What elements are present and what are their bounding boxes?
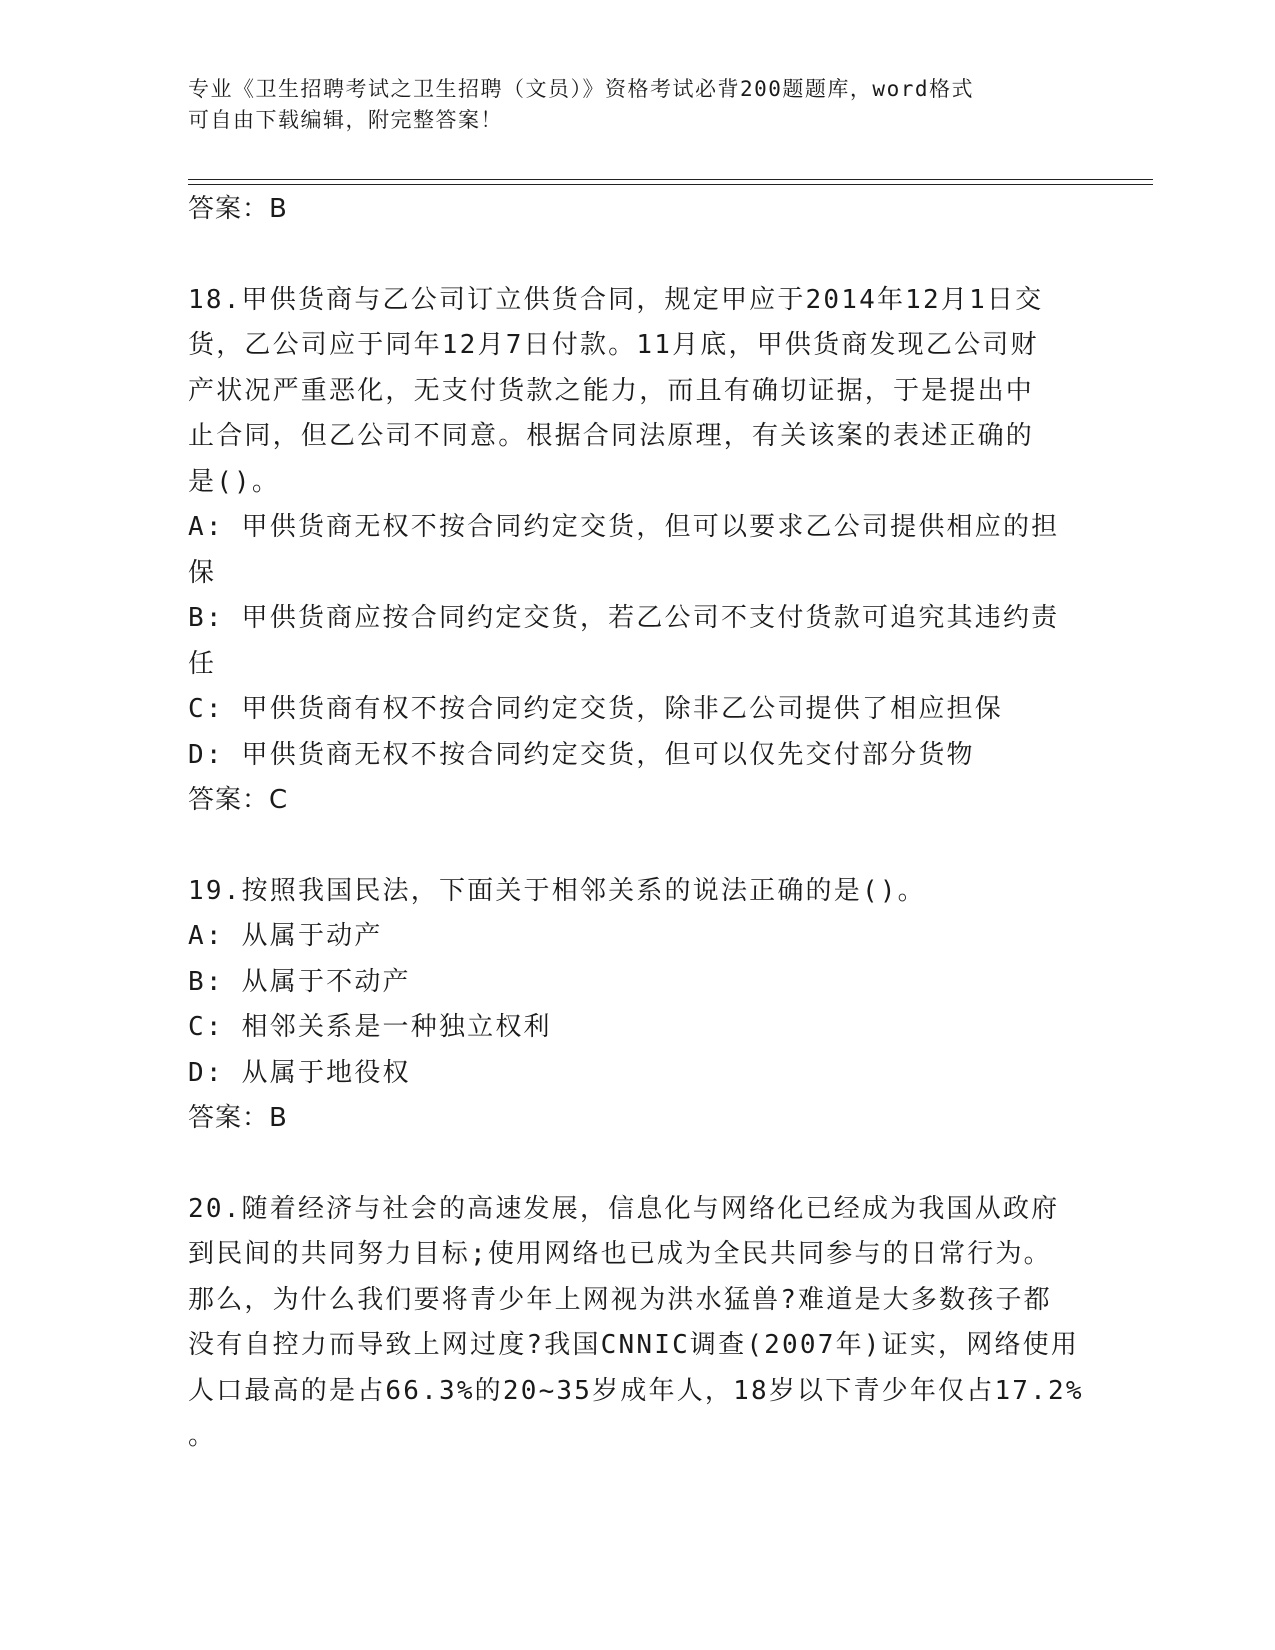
question-20 [188,1187,1088,1460]
document-body [188,187,1088,1460]
q20-stem-line-1: 20.随着经济与社会的高速发展，信息化与网络化已经成为我国从政府 [188,1193,1060,1224]
q18-option-a-line-1: A: 甲供货商无权不按合同约定交货，但可以要求乙公司提供相应的担 [188,512,1060,542]
q18-option-b-line-2: 任 [188,648,217,679]
answer-17: 答案：B [188,194,288,224]
header-line-2: 可自由下载编辑，附完整答案！ [188,108,503,132]
header-line-1: 专业《卫生招聘考试之卫生招聘（文员）》资格考试必背200题题库，word格式 [188,77,974,101]
q18-stem-line-4: 止合同，但乙公司不同意。根据合同法原理，有关该案的表述正确的 [188,421,1035,451]
q19-stem: 19.按照我国民法，下面关于相邻关系的说法正确的是()。 [188,875,926,906]
q19-option-d: D: 从属于地役权 [188,1057,411,1088]
q20-stem-line-3: 那么，为什么我们要将青少年上网视为洪水猛兽?难道是大多数孩子都 [188,1284,1052,1315]
q18-option-d: D: 甲供货商无权不按合同约定交货，但可以仅先交付部分货物 [188,739,975,770]
q18-option-b-line-1: B: 甲供货商应按合同约定交货，若乙公司不支付货款可追究其违约责 [188,603,1060,633]
q18-answer: 答案：C [188,785,289,815]
header-rule-bottom [188,184,1153,185]
q18-stem-line-3: 产状况严重恶化，无支付货款之能力，而且有确切证据，于是提出中 [188,375,1035,406]
header-rule-top [188,179,1153,180]
q20-stem-line-4: 没有自控力而导致上网过度?我国CNNIC调查(2007年)证实，网络使用 [188,1330,1080,1360]
question-18 [188,278,1088,824]
q18-stem-line-5: 是()。 [188,466,281,497]
q19-answer: 答案：B [188,1103,288,1133]
spacer [188,1142,1088,1187]
q20-stem-line-2: 到民间的共同努力目标;使用网络也已成为全民共同参与的日常行为。 [188,1239,1052,1269]
q18-option-c: C: 甲供货商有权不按合同约定交货，除非乙公司提供了相应担保 [188,694,1003,724]
q18-stem-line-1: 18.甲供货商与乙公司订立供货合同，规定甲应于2014年12月1日交 [188,284,1044,315]
q18-option-a-line-2: 保 [188,557,217,588]
spacer [188,233,1088,278]
q19-option-a: A: 从属于动产 [188,921,383,951]
question-19 [188,869,1088,1142]
q18-stem-line-2: 货，乙公司应于同年12月7日付款。11月底，甲供货商发现乙公司财 [188,330,1039,360]
q20-stem-line-6: 。 [188,1421,217,1451]
document-header [188,74,1068,136]
q20-stem-line-5: 人口最高的是占66.3%的20~35岁成年人，18岁以下青少年仅占17.2% [188,1375,1084,1406]
q19-option-c: C: 相邻关系是一种独立权利 [188,1012,552,1042]
q19-option-b: B: 从属于不动产 [188,966,411,997]
spacer [188,824,1088,869]
